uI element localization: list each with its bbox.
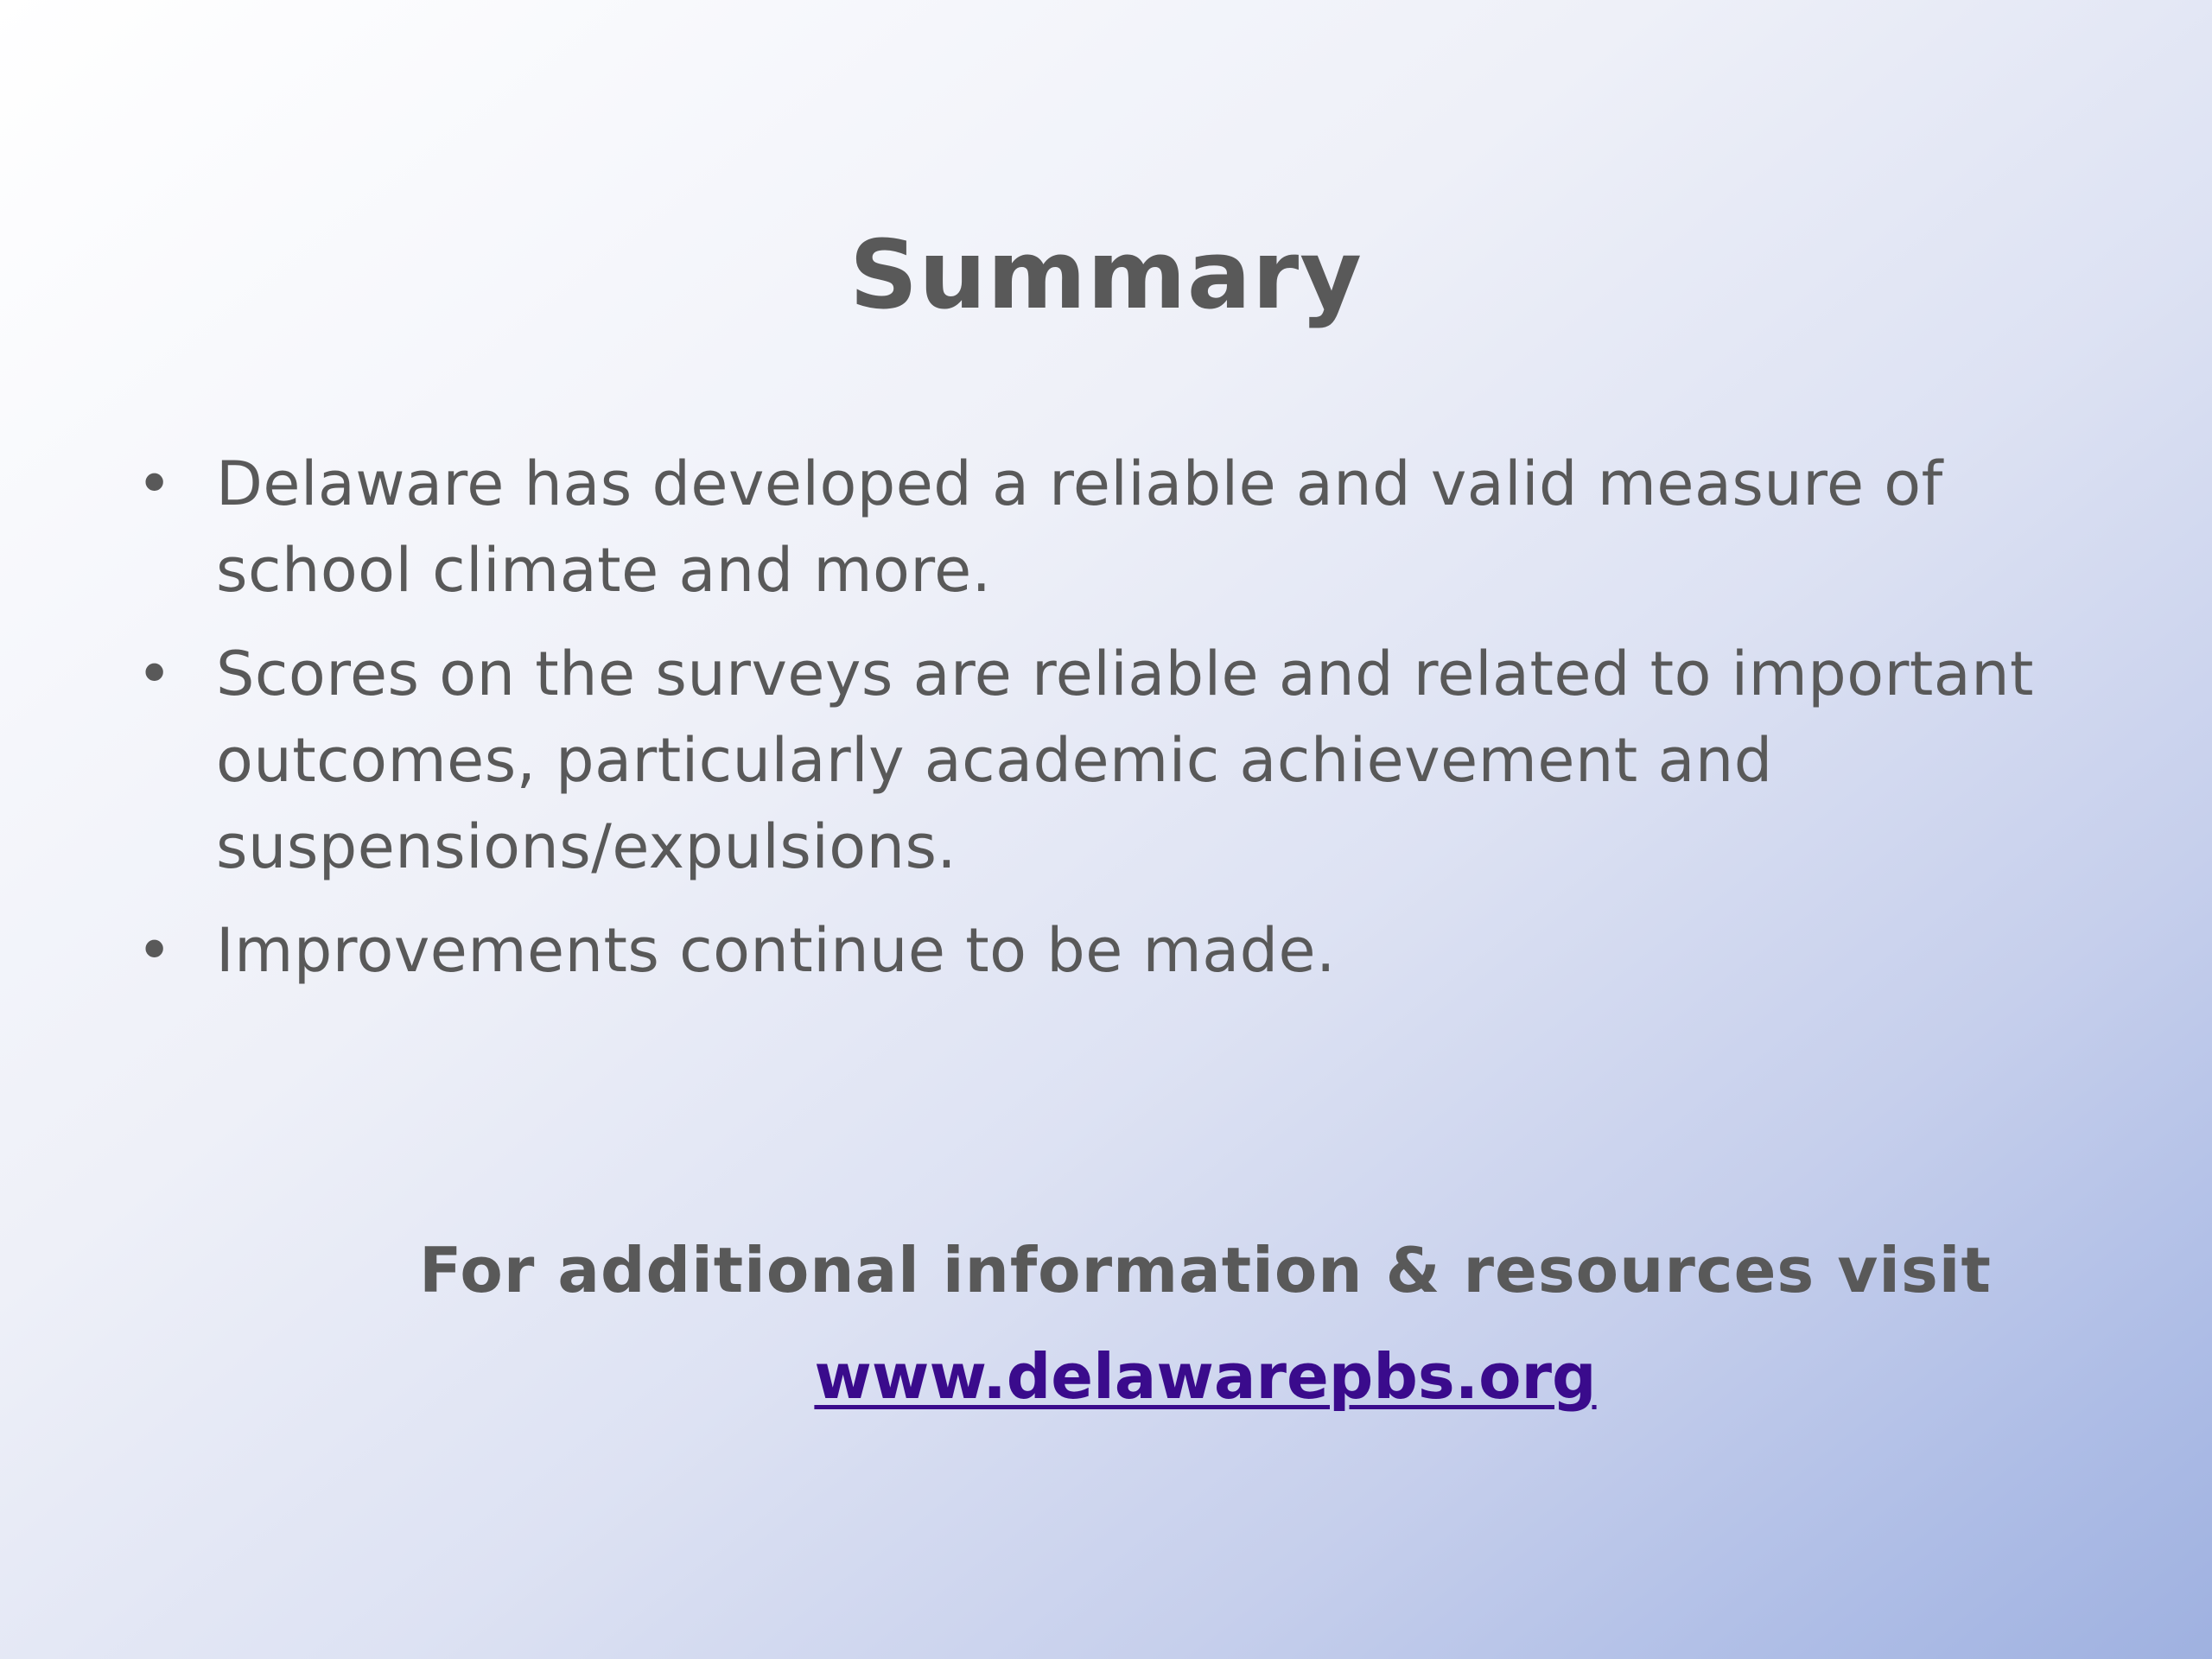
bullet-text: Delaware has developed a reliable and valid measure of school climate and more. [216, 448, 1943, 606]
website-link[interactable]: www.delawarepbs.org [814, 1340, 1597, 1413]
slide-title: Summary [849, 219, 1363, 330]
bullet-icon: • [137, 915, 173, 986]
bullet-icon: • [137, 448, 173, 519]
bullet-list [130, 441, 2082, 1011]
bullet-text: Scores on the surveys are reliable and related to important outcomes, particularly academic achievement and suspensions/expulsions. [216, 639, 2035, 882]
bullet-text: Improvements continue to be made. [216, 915, 1336, 986]
resources-text: For additional information & resources visit [419, 1234, 1992, 1306]
bullet-item [130, 441, 2082, 613]
website-link-container [0, 1333, 2212, 1420]
bullet-item [130, 907, 2082, 994]
bullet-item [130, 631, 2082, 890]
bullet-icon: • [137, 639, 173, 709]
